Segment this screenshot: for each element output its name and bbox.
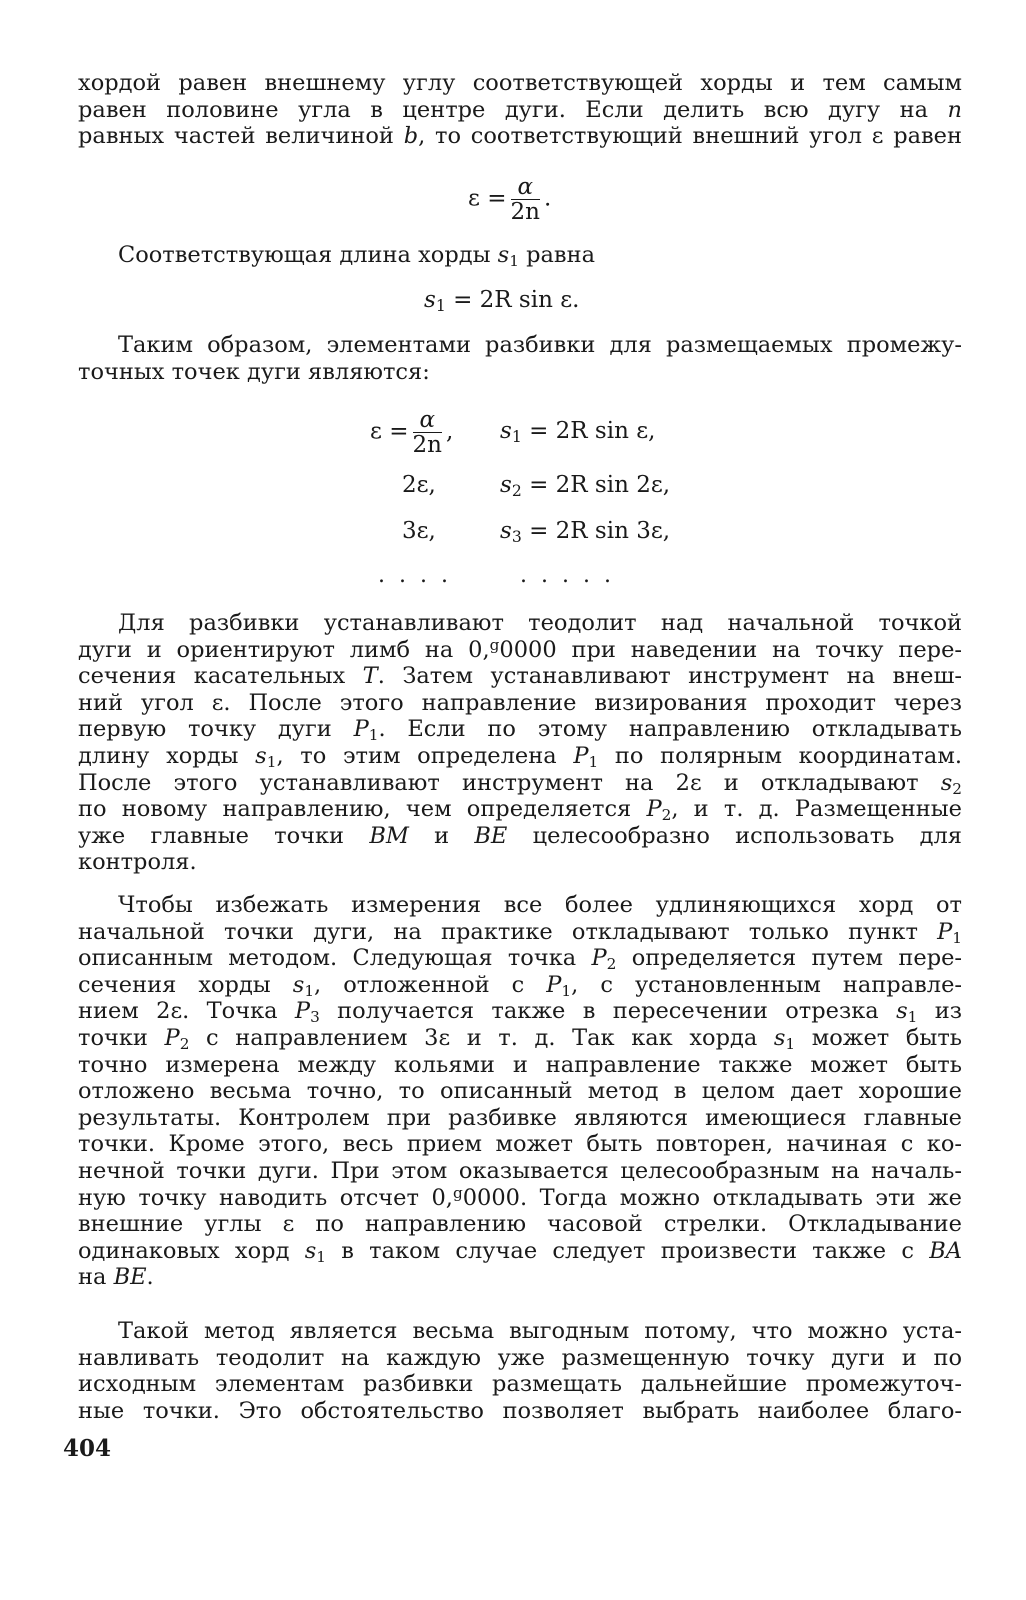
- text-line: равен половине угла в центре дуги. Если делить всю дугу на n: [78, 96, 962, 123]
- paragraph-avoid-long-chords: Чтобы избежать измерения все более удлиняющихся хорд от начальной точки дуги, на практике откладывают только пункт $P_1$ описанным методом. Следующая точка $P_2$ определяется путем пере- сечения хорды $s_1$, отложенной с $P_1$, с установленным направле- нием 2ε. Точка $P_3$ получается также в пересечении отрезка $s_1$ из точки $P_2$ с направлением 3ε и т. д. Так как хорда $s_1$ может быть точно измерена между кольями и направление также может быть отложено весьма точно, то описанный метод в целом дает хорошие результаты. Контролем при разбивке являются имеющиеся главные точки. Кроме этого, весь прием может быть повторен, начиная с ко- нечной точки дуги. При этом оказывается целесообразным на началь- ную точку наводить отсчет 0,$^g$0000. Тогда можно откладывать эти же внешние углы ε по направлению часовой стрелки. Откладывание одинаковых хорд $s_1$ в таком случае следует произвести также с BA на BE.: [78, 892, 963, 1291]
- paragraph-intro: [78, 70, 962, 150]
- elements-row-1-right: $s_1 = 2R$ sin ε,: [500, 418, 656, 446]
- text-line: равных частей величиной b, то соответствующий внешний угол ε равен: [78, 123, 962, 150]
- elements-row-2-right: $s_2 = 2R$ sin 2ε,: [500, 472, 671, 500]
- text-line: хордой равен внешнему углу соответствующей хорды и тем самым: [78, 70, 962, 96]
- formula-epsilon: ε = $\frac{\alpha}{2n}$ .: [468, 174, 552, 225]
- elements-row-3-right: $s_3 = 2R$ sin 3ε,: [500, 518, 671, 546]
- paragraph-method-advantage: Такой метод является весьма выгодным потому, что можно уста- навливать теодолит на каждую уже размещенную точку дуги и по исходным элементам разбивки размещать дальнейшие промежуточ- ные точки. Это обстоятельство позволяет выбрать наиболее благо-: [78, 1318, 962, 1424]
- formula-s1: $s_1 = 2R$ sin ε.: [424, 287, 580, 315]
- elements-row-1-left: ε = $\frac{\alpha}{2n}$ ,: [370, 407, 454, 458]
- paragraph-elements: Таким образом, элементами разбивки для размещаемых промежу- точных точек дуги являются:: [78, 332, 962, 385]
- page-number: 404: [63, 1435, 112, 1462]
- paragraph-setup: Для разбивки устанавливают теодолит над начальной точкой дуги и ориентируют лимб на 0,$^g$0000 при наведении на точку пере- сечения касательных T. Затем устанавливают инструмент на внеш- ний угол ε. После этого направление визирования проходит через первую точку дуги $P_1$. Если по этому направлению откладывать длину хорды $s_1$, то этим определена $P_1$ по полярным координатам. После этого устанавливают инструмент на 2ε и откладывают $s_2$ по новому направлению, чем определяется $P_2$, и т. д. Размещенные уже главные точки BM и BE целесообразно использовать для контроля.: [78, 610, 963, 876]
- chord-length-text: Соответствующая длина хорды $s_1$ равна: [118, 242, 596, 270]
- elements-row-3-left: 3ε,: [402, 518, 436, 544]
- elements-row-2-left: 2ε,: [402, 472, 436, 498]
- ellipsis-right: .....: [520, 563, 625, 588]
- ellipsis-left: ....: [378, 563, 462, 588]
- fraction: $\frac{\alpha}{2n}$: [510, 174, 540, 225]
